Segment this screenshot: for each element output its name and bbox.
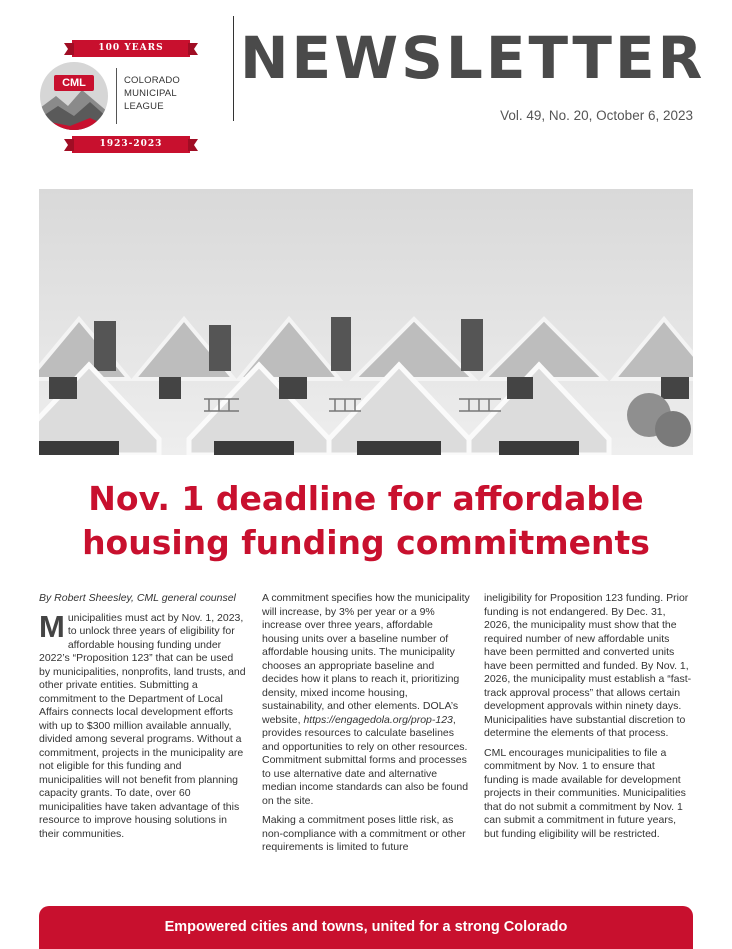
logo-badge: CML bbox=[54, 75, 94, 91]
logo-org-name bbox=[124, 74, 180, 113]
houses-photo bbox=[39, 189, 693, 455]
header-divider bbox=[233, 16, 234, 121]
masthead-title: NEWSLETTER bbox=[240, 24, 706, 92]
issue-info: Vol. 49, No. 20, October 6, 2023 bbox=[500, 108, 693, 123]
org-line-1: COLORADO bbox=[124, 75, 180, 86]
dola-link[interactable]: https://engagedola.org/prop-123 bbox=[303, 713, 453, 726]
headline-line-2: housing funding commitments bbox=[82, 523, 650, 562]
logo-divider bbox=[116, 68, 117, 124]
logo-ribbon-bottom: 1923-2023 bbox=[72, 136, 190, 153]
paragraph-text: , provides resources to calculate baselines and opportunities to rely on other resources. Commitment submittal forms and processes to use alternative date and alternative median income standards can also be found on the site. bbox=[262, 713, 469, 807]
houses-illustration bbox=[39, 189, 693, 455]
paragraph-text: A commitment specifies how the municipality will increase, by 3% per year or a 9% increase over three years, affordable housing units over a baseline number of affordable housing units. The municipality chooses an appropriate baseline and decides how it plans to reach it, prioritizing density, mixed income housing, sustainability, and other elements. DOLA’s website, bbox=[262, 592, 470, 726]
article-body bbox=[39, 592, 693, 882]
headline-line-1: Nov. 1 deadline for affordable bbox=[88, 479, 644, 518]
paragraph bbox=[262, 592, 470, 808]
cml-logo bbox=[36, 36, 236, 160]
byline: By Robert Sheesley, CML general counsel bbox=[39, 592, 236, 604]
column-1 bbox=[39, 592, 247, 847]
column-2 bbox=[262, 592, 470, 861]
article-headline bbox=[40, 477, 692, 565]
org-line-2: MUNICIPAL bbox=[124, 88, 177, 99]
paragraph: Making a commitment poses little risk, as non-compliance with a commitment or other requirements is limited to future bbox=[262, 814, 466, 853]
paragraph bbox=[39, 608, 247, 842]
paragraph-text: unicipalities must act by Nov. 1, 2023, to unlock three years of eligibility for affordable housing funding under 2022’s “Proposition 123” that can be used by municipalities, nonprofits, land trusts, and other private entities. Submitting a commitment to the Department of Local Affairs connects local development efforts with up to $300 million available annually, divided among several programs. Without a commitment, projects in the municipality are not eligible for this funding and municipalities will not benefit from planning capacity grants. To date, over 60 municipalities have taken advantage of this resource to improve housing solutions in their communities. bbox=[39, 611, 246, 840]
footer-banner: Empowered cities and towns, united for a strong Colorado bbox=[39, 906, 693, 949]
org-line-3: LEAGUE bbox=[124, 101, 164, 112]
logo-ribbon-top: 100 YEARS bbox=[72, 40, 190, 57]
mountain-seal-icon bbox=[40, 62, 108, 130]
drop-cap: M bbox=[39, 608, 65, 644]
column-3 bbox=[484, 592, 692, 847]
paragraph: CML encourages municipalities to file a commitment by Nov. 1 to ensure that funding is made available for development projects in their communities. Municipalities that do not submit a commitment by Nov. 1 can submit a commitment in future years, but funding eligibility will be restricted. bbox=[484, 746, 686, 840]
paragraph: ineligibility for Proposition 123 funding. Prior funding is not endangered. By Dec. 31, 2026, the municipality must show that the required number of new affordable units have been permitted and converted units have been permitted and funded. By Nov. 1, 2026, the municipality must establish a “fast-track approval process” that allows certain development approvals within ninety days. Municipalities have substantial discretion to determine the elements of that process. bbox=[484, 592, 692, 739]
